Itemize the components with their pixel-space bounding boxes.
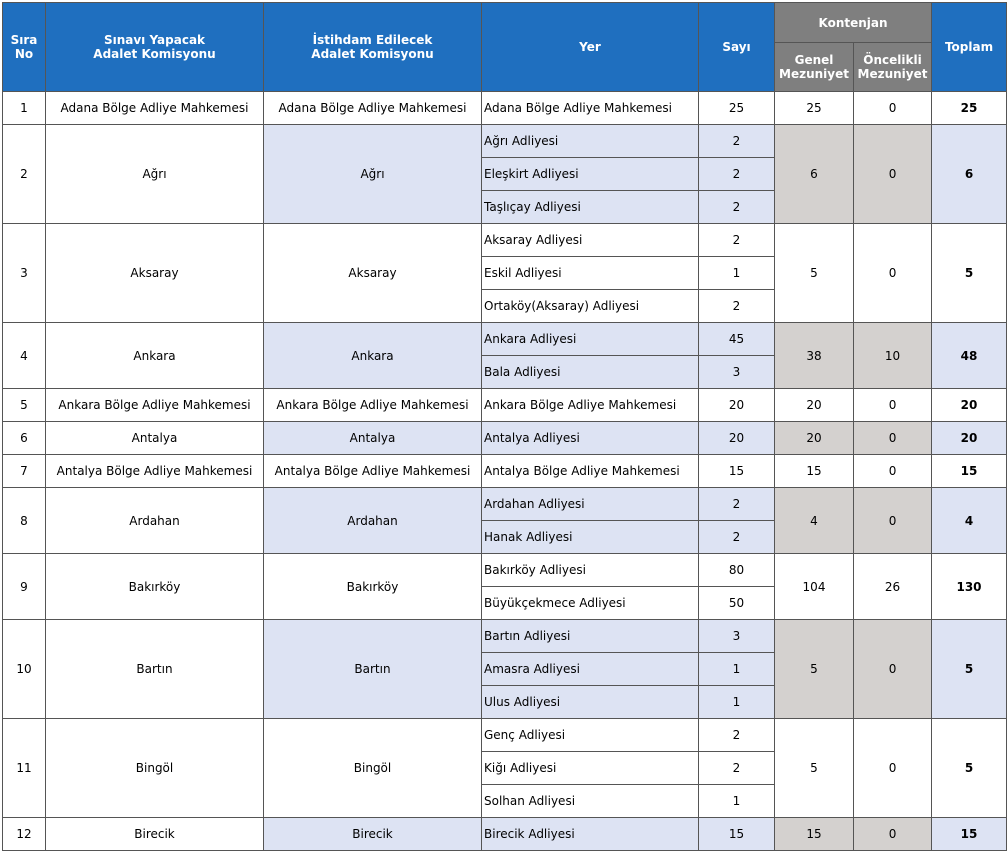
sira-no-cell: 12 <box>3 818 46 851</box>
genel-mezuniyet-cell: 15 <box>775 455 854 488</box>
yer-cell: Hanak Adliyesi <box>482 521 699 554</box>
sinavi-yapacak-cell: Ankara Bölge Adliye Mahkemesi <box>46 389 264 422</box>
istihdam-edilecek-cell: Adana Bölge Adliye Mahkemesi <box>264 92 482 125</box>
oncelikli-mezuniyet-cell: 0 <box>854 389 932 422</box>
oncelikli-mezuniyet-cell: 0 <box>854 620 932 719</box>
toplam-cell: 5 <box>932 719 1007 818</box>
toplam-cell: 4 <box>932 488 1007 554</box>
table-row <box>3 488 1007 521</box>
toplam-cell: 15 <box>932 455 1007 488</box>
sayi-cell: 1 <box>699 686 775 719</box>
toplam-cell: 5 <box>932 620 1007 719</box>
sayi-cell: 2 <box>699 125 775 158</box>
sinavi-yapacak-cell: Aksaray <box>46 224 264 323</box>
genel-mezuniyet-cell: 4 <box>775 488 854 554</box>
toplam-cell: 25 <box>932 92 1007 125</box>
istihdam-edilecek-cell: Bingöl <box>264 719 482 818</box>
kontenjan-table <box>2 2 1007 851</box>
oncelikli-mezuniyet-cell: 0 <box>854 488 932 554</box>
yer-cell: Bala Adliyesi <box>482 356 699 389</box>
table-row <box>3 554 1007 587</box>
toplam-cell: 48 <box>932 323 1007 389</box>
sira-no-cell: 8 <box>3 488 46 554</box>
toplam-cell: 15 <box>932 818 1007 851</box>
yer-cell: Solhan Adliyesi <box>482 785 699 818</box>
sayi-cell: 2 <box>699 488 775 521</box>
yer-cell: Bakırköy Adliyesi <box>482 554 699 587</box>
yer-cell: Ortaköy(Aksaray) Adliyesi <box>482 290 699 323</box>
oncelikli-mezuniyet-cell: 0 <box>854 455 932 488</box>
istihdam-edilecek-cell: Ağrı <box>264 125 482 224</box>
sinavi-yapacak-cell: Ağrı <box>46 125 264 224</box>
table-row <box>3 422 1007 455</box>
oncelikli-mezuniyet-cell: 0 <box>854 224 932 323</box>
yer-cell: Kiğı Adliyesi <box>482 752 699 785</box>
yer-cell: Ulus Adliyesi <box>482 686 699 719</box>
sayi-cell: 20 <box>699 389 775 422</box>
sira-no-cell: 7 <box>3 455 46 488</box>
yer-cell: Büyükçekmece Adliyesi <box>482 587 699 620</box>
sira-no-cell: 4 <box>3 323 46 389</box>
table-row <box>3 125 1007 158</box>
yer-cell: Antalya Bölge Adliye Mahkemesi <box>482 455 699 488</box>
sira-no-cell: 10 <box>3 620 46 719</box>
istihdam-edilecek-cell: Antalya <box>264 422 482 455</box>
table-row <box>3 818 1007 851</box>
sira-no-cell: 11 <box>3 719 46 818</box>
sayi-cell: 3 <box>699 356 775 389</box>
oncelikli-mezuniyet-cell: 0 <box>854 818 932 851</box>
sayi-cell: 15 <box>699 455 775 488</box>
genel-mezuniyet-cell: 15 <box>775 818 854 851</box>
istihdam-edilecek-cell: Antalya Bölge Adliye Mahkemesi <box>264 455 482 488</box>
toplam-cell: 130 <box>932 554 1007 620</box>
sayi-cell: 2 <box>699 191 775 224</box>
sinavi-yapacak-cell: Bingöl <box>46 719 264 818</box>
genel-mezuniyet-cell: 20 <box>775 389 854 422</box>
istihdam-edilecek-cell: Bakırköy <box>264 554 482 620</box>
sira-no-cell: 2 <box>3 125 46 224</box>
table-row <box>3 323 1007 356</box>
genel-mezuniyet-cell: 5 <box>775 719 854 818</box>
header-istihdam-edilecek: İstihdam Edilecek Adalet Komisyonu <box>264 3 482 92</box>
sira-no-cell: 5 <box>3 389 46 422</box>
genel-mezuniyet-cell: 20 <box>775 422 854 455</box>
sayi-cell: 2 <box>699 158 775 191</box>
yer-cell: Bartın Adliyesi <box>482 620 699 653</box>
yer-cell: Amasra Adliyesi <box>482 653 699 686</box>
sayi-cell: 1 <box>699 257 775 290</box>
toplam-cell: 5 <box>932 224 1007 323</box>
table-row <box>3 620 1007 653</box>
oncelikli-mezuniyet-cell: 26 <box>854 554 932 620</box>
sayi-cell: 80 <box>699 554 775 587</box>
yer-cell: Taşlıçay Adliyesi <box>482 191 699 224</box>
oncelikli-mezuniyet-cell: 0 <box>854 719 932 818</box>
sinavi-yapacak-cell: Adana Bölge Adliye Mahkemesi <box>46 92 264 125</box>
sayi-cell: 15 <box>699 818 775 851</box>
sayi-cell: 45 <box>699 323 775 356</box>
toplam-cell: 6 <box>932 125 1007 224</box>
genel-mezuniyet-cell: 38 <box>775 323 854 389</box>
sayi-cell: 2 <box>699 290 775 323</box>
sayi-cell: 2 <box>699 752 775 785</box>
sayi-cell: 20 <box>699 422 775 455</box>
istihdam-edilecek-cell: Aksaray <box>264 224 482 323</box>
header-sayi: Sayı <box>699 3 775 92</box>
sayi-cell: 1 <box>699 653 775 686</box>
istihdam-edilecek-cell: Ankara Bölge Adliye Mahkemesi <box>264 389 482 422</box>
yer-cell: Eskil Adliyesi <box>482 257 699 290</box>
sayi-cell: 25 <box>699 92 775 125</box>
istihdam-edilecek-cell: Ardahan <box>264 488 482 554</box>
sayi-cell: 1 <box>699 785 775 818</box>
genel-mezuniyet-cell: 5 <box>775 224 854 323</box>
sira-no-cell: 6 <box>3 422 46 455</box>
sayi-cell: 2 <box>699 521 775 554</box>
header-yer: Yer <box>482 3 699 92</box>
yer-cell: Genç Adliyesi <box>482 719 699 752</box>
table-row <box>3 224 1007 257</box>
yer-cell: Adana Bölge Adliye Mahkemesi <box>482 92 699 125</box>
yer-cell: Ardahan Adliyesi <box>482 488 699 521</box>
header-sinavi-yapacak: Sınavı Yapacak Adalet Komisyonu <box>46 3 264 92</box>
genel-mezuniyet-cell: 25 <box>775 92 854 125</box>
yer-cell: Ankara Adliyesi <box>482 323 699 356</box>
toplam-cell: 20 <box>932 389 1007 422</box>
sayi-cell: 50 <box>699 587 775 620</box>
header-kontenjan: Kontenjan <box>775 3 932 43</box>
header-genel-mezuniyet: Genel Mezuniyet <box>775 43 854 92</box>
sayi-cell: 2 <box>699 719 775 752</box>
sira-no-cell: 1 <box>3 92 46 125</box>
yer-cell: Birecik Adliyesi <box>482 818 699 851</box>
sinavi-yapacak-cell: Ankara <box>46 323 264 389</box>
table-row <box>3 389 1007 422</box>
genel-mezuniyet-cell: 104 <box>775 554 854 620</box>
genel-mezuniyet-cell: 5 <box>775 620 854 719</box>
yer-cell: Ankara Bölge Adliye Mahkemesi <box>482 389 699 422</box>
yer-cell: Antalya Adliyesi <box>482 422 699 455</box>
oncelikli-mezuniyet-cell: 0 <box>854 125 932 224</box>
sira-no-cell: 9 <box>3 554 46 620</box>
sinavi-yapacak-cell: Bartın <box>46 620 264 719</box>
yer-cell: Eleşkirt Adliyesi <box>482 158 699 191</box>
toplam-cell: 20 <box>932 422 1007 455</box>
sinavi-yapacak-cell: Birecik <box>46 818 264 851</box>
istihdam-edilecek-cell: Birecik <box>264 818 482 851</box>
header-sira-no: Sıra No <box>3 3 46 92</box>
oncelikli-mezuniyet-cell: 0 <box>854 92 932 125</box>
genel-mezuniyet-cell: 6 <box>775 125 854 224</box>
table-row <box>3 455 1007 488</box>
istihdam-edilecek-cell: Ankara <box>264 323 482 389</box>
sayi-cell: 3 <box>699 620 775 653</box>
sinavi-yapacak-cell: Antalya <box>46 422 264 455</box>
istihdam-edilecek-cell: Bartın <box>264 620 482 719</box>
oncelikli-mezuniyet-cell: 0 <box>854 422 932 455</box>
oncelikli-mezuniyet-cell: 10 <box>854 323 932 389</box>
sira-no-cell: 3 <box>3 224 46 323</box>
header-toplam: Toplam <box>932 3 1007 92</box>
table-row <box>3 719 1007 752</box>
sinavi-yapacak-cell: Bakırköy <box>46 554 264 620</box>
sinavi-yapacak-cell: Ardahan <box>46 488 264 554</box>
header-oncelikli-mezuniyet: Öncelikli Mezuniyet <box>854 43 932 92</box>
sayi-cell: 2 <box>699 224 775 257</box>
sinavi-yapacak-cell: Antalya Bölge Adliye Mahkemesi <box>46 455 264 488</box>
yer-cell: Aksaray Adliyesi <box>482 224 699 257</box>
table-row <box>3 92 1007 125</box>
yer-cell: Ağrı Adliyesi <box>482 125 699 158</box>
